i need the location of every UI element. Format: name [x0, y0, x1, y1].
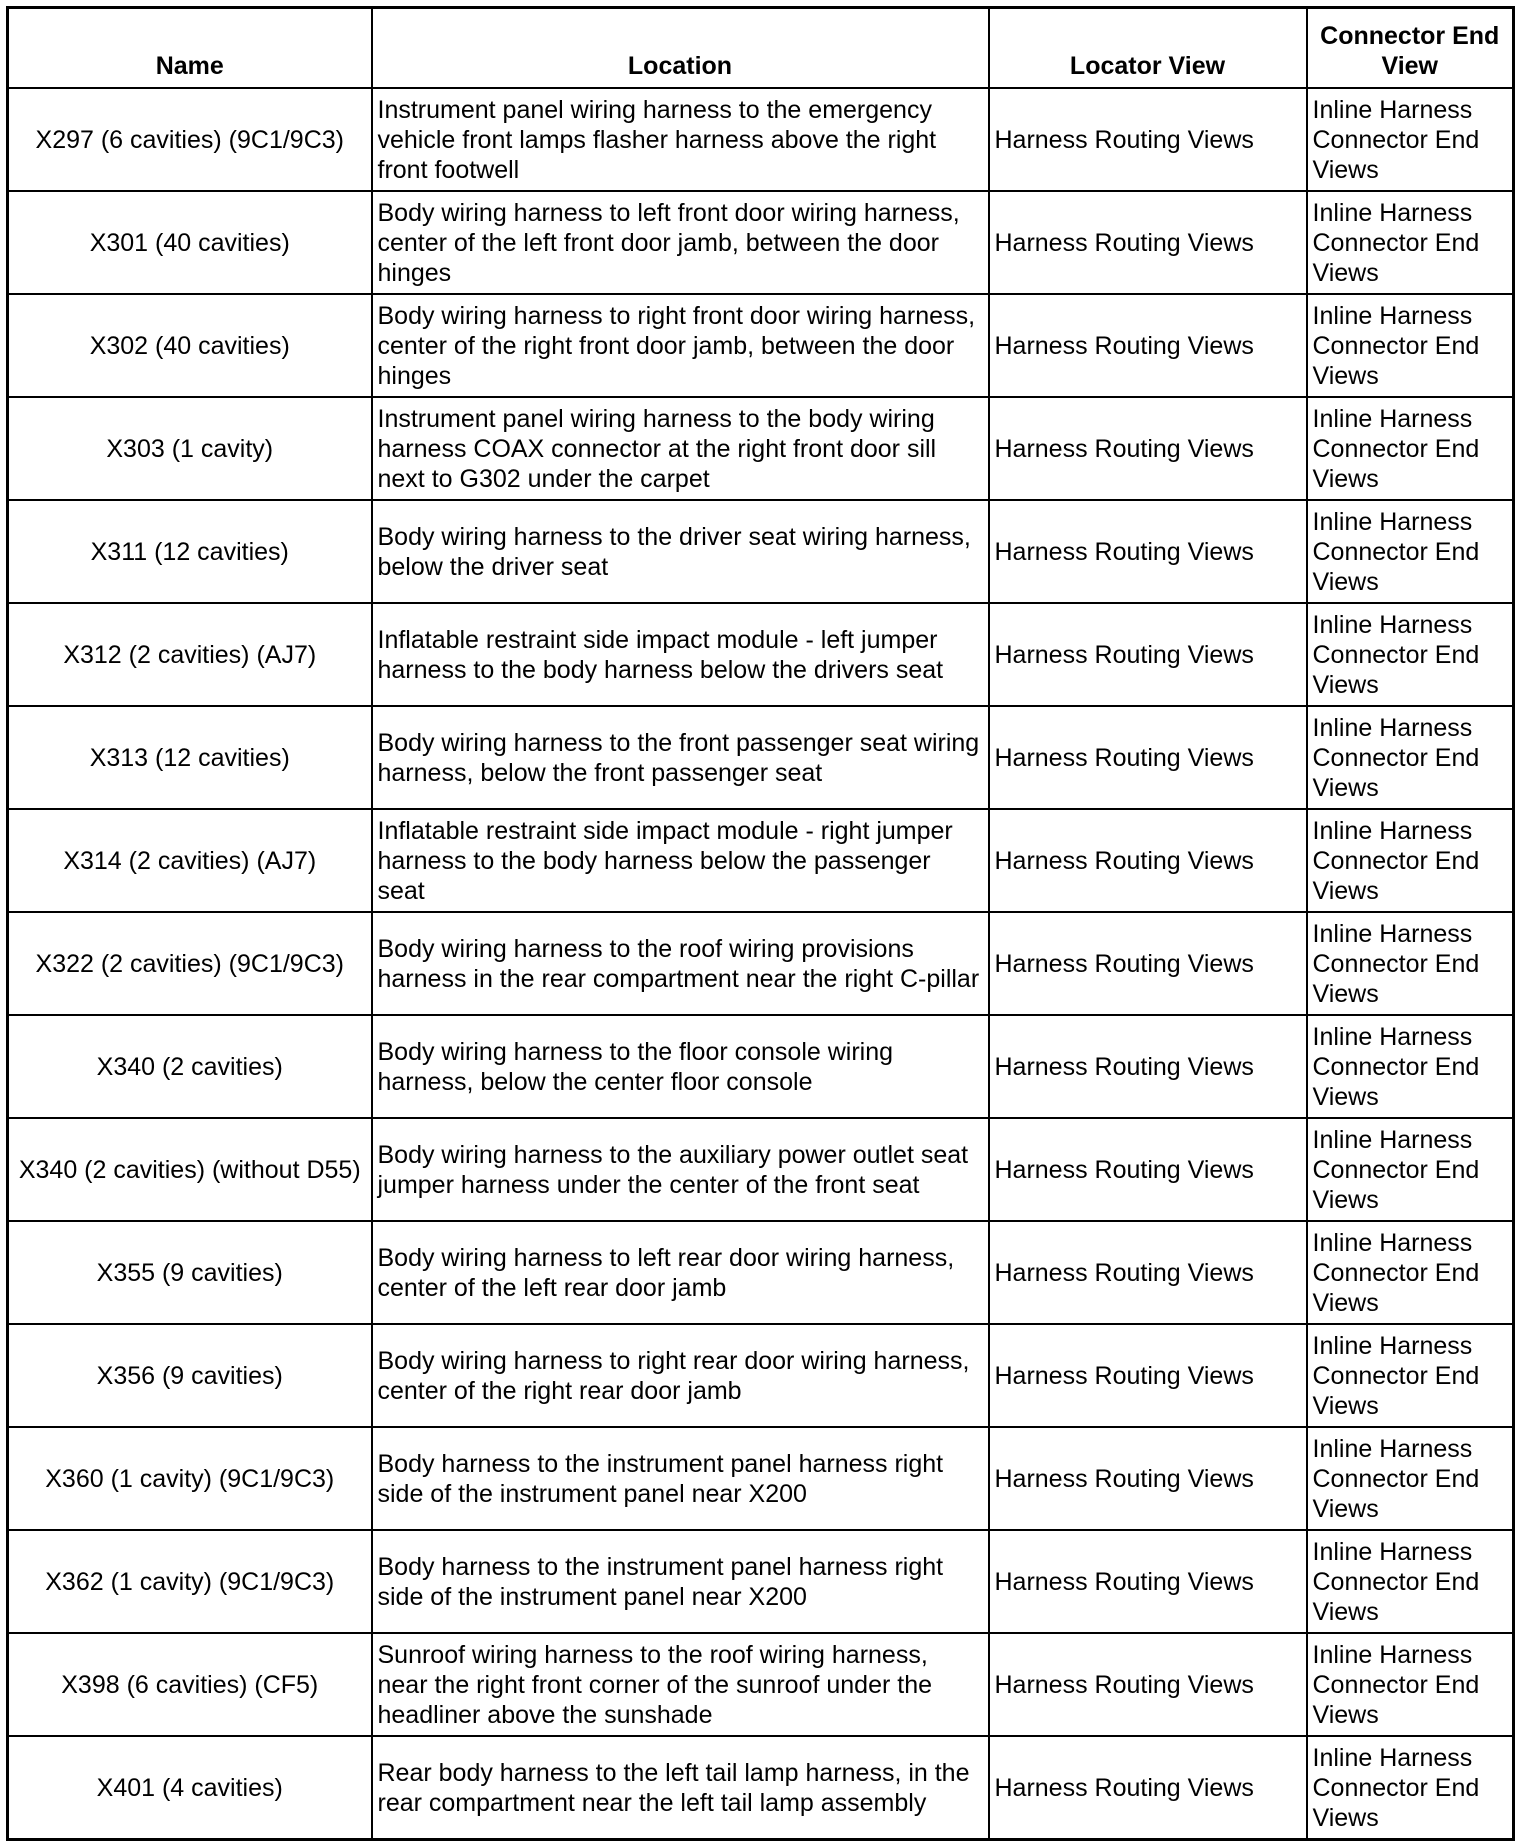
table-row	[8, 397, 1514, 500]
connector-name-cell: X297 (6 cavities) (9C1/9C3)	[8, 88, 372, 191]
connector-end-view-cell: Inline Harness Connector End Views	[1307, 603, 1514, 706]
connector-name-cell: X360 (1 cavity) (9C1/9C3)	[8, 1427, 372, 1530]
locator-view-cell: Harness Routing Views	[989, 1530, 1307, 1633]
connector-name-cell: X355 (9 cavities)	[8, 1221, 372, 1324]
table-row	[8, 1427, 1514, 1530]
connector-location-cell: Body harness to the instrument panel harness right side of the instrument panel near X200	[372, 1530, 989, 1633]
connector-name-cell: X356 (9 cavities)	[8, 1324, 372, 1427]
table-row	[8, 500, 1514, 603]
connector-end-view-cell: Inline Harness Connector End Views	[1307, 397, 1514, 500]
connector-name-cell: X303 (1 cavity)	[8, 397, 372, 500]
connector-name-cell: X313 (12 cavities)	[8, 706, 372, 809]
connector-end-view-cell: Inline Harness Connector End Views	[1307, 706, 1514, 809]
connector-end-view-cell: Inline Harness Connector End Views	[1307, 1221, 1514, 1324]
connector-location-cell: Instrument panel wiring harness to the body wiring harness COAX connector at the right front door sill next to G302 under the carpet	[372, 397, 989, 500]
connector-location-cell: Body wiring harness to the front passenger seat wiring harness, below the front passenger seat	[372, 706, 989, 809]
connector-table	[6, 6, 1515, 1841]
connector-end-view-cell: Inline Harness Connector End Views	[1307, 1530, 1514, 1633]
connector-table-sheet	[6, 6, 1512, 1841]
connector-location-cell: Instrument panel wiring harness to the emergency vehicle front lamps flasher harness above the right front footwell	[372, 88, 989, 191]
connector-location-cell: Body wiring harness to the auxiliary power outlet seat jumper harness under the center of the front seat	[372, 1118, 989, 1221]
locator-view-cell: Harness Routing Views	[989, 1736, 1307, 1840]
table-row	[8, 88, 1514, 191]
connector-name-cell: X362 (1 cavity) (9C1/9C3)	[8, 1530, 372, 1633]
connector-location-cell: Body wiring harness to right rear door wiring harness, center of the right rear door jamb	[372, 1324, 989, 1427]
table-row	[8, 809, 1514, 912]
locator-view-cell: Harness Routing Views	[989, 1427, 1307, 1530]
header-name: Name	[8, 8, 372, 89]
connector-location-cell: Inflatable restraint side impact module - left jumper harness to the body harness below the drivers seat	[372, 603, 989, 706]
connector-location-cell: Sunroof wiring harness to the roof wiring harness, near the right front corner of the sunroof under the headliner above the sunshade	[372, 1633, 989, 1736]
connector-location-cell: Rear body harness to the left tail lamp harness, in the rear compartment near the left tail lamp assembly	[372, 1736, 989, 1840]
connector-name-cell: X301 (40 cavities)	[8, 191, 372, 294]
table-row	[8, 294, 1514, 397]
locator-view-cell: Harness Routing Views	[989, 1118, 1307, 1221]
locator-view-cell: Harness Routing Views	[989, 809, 1307, 912]
locator-view-cell: Harness Routing Views	[989, 912, 1307, 1015]
connector-location-cell: Body wiring harness to right front door wiring harness, center of the right front door jamb, between the door hinges	[372, 294, 989, 397]
locator-view-cell: Harness Routing Views	[989, 397, 1307, 500]
connector-location-cell: Body wiring harness to left rear door wiring harness, center of the left rear door jamb	[372, 1221, 989, 1324]
connector-location-cell: Body wiring harness to the floor console wiring harness, below the center floor console	[372, 1015, 989, 1118]
connector-end-view-cell: Inline Harness Connector End Views	[1307, 912, 1514, 1015]
connector-name-cell: X311 (12 cavities)	[8, 500, 372, 603]
connector-location-cell: Body wiring harness to left front door wiring harness, center of the left front door jamb, between the door hinges	[372, 191, 989, 294]
table-row	[8, 191, 1514, 294]
table-row	[8, 1633, 1514, 1736]
header-connector-end-view: Connector End View	[1307, 8, 1514, 89]
locator-view-cell: Harness Routing Views	[989, 88, 1307, 191]
connector-name-cell: X340 (2 cavities)	[8, 1015, 372, 1118]
connector-location-cell: Body wiring harness to the roof wiring provisions harness in the rear compartment near the right C-pillar	[372, 912, 989, 1015]
connector-location-cell: Body wiring harness to the driver seat wiring harness, below the driver seat	[372, 500, 989, 603]
connector-end-view-cell: Inline Harness Connector End Views	[1307, 500, 1514, 603]
table-row	[8, 1530, 1514, 1633]
table-row	[8, 1324, 1514, 1427]
connector-end-view-cell: Inline Harness Connector End Views	[1307, 1633, 1514, 1736]
connector-end-view-cell: Inline Harness Connector End Views	[1307, 1015, 1514, 1118]
table-row	[8, 706, 1514, 809]
connector-name-cell: X314 (2 cavities) (AJ7)	[8, 809, 372, 912]
header-row	[8, 8, 1514, 89]
locator-view-cell: Harness Routing Views	[989, 294, 1307, 397]
locator-view-cell: Harness Routing Views	[989, 500, 1307, 603]
locator-view-cell: Harness Routing Views	[989, 191, 1307, 294]
locator-view-cell: Harness Routing Views	[989, 706, 1307, 809]
connector-end-view-cell: Inline Harness Connector End Views	[1307, 1324, 1514, 1427]
locator-view-cell: Harness Routing Views	[989, 603, 1307, 706]
connector-location-cell: Inflatable restraint side impact module - right jumper harness to the body harness below the passenger seat	[372, 809, 989, 912]
connector-name-cell: X312 (2 cavities) (AJ7)	[8, 603, 372, 706]
connector-location-cell: Body harness to the instrument panel harness right side of the instrument panel near X200	[372, 1427, 989, 1530]
locator-view-cell: Harness Routing Views	[989, 1324, 1307, 1427]
locator-view-cell: Harness Routing Views	[989, 1221, 1307, 1324]
connector-name-cell: X401 (4 cavities)	[8, 1736, 372, 1840]
header-locator-view: Locator View	[989, 8, 1307, 89]
connector-end-view-cell: Inline Harness Connector End Views	[1307, 1427, 1514, 1530]
table-row	[8, 603, 1514, 706]
connector-name-cell: X340 (2 cavities) (without D55)	[8, 1118, 372, 1221]
connector-name-cell: X302 (40 cavities)	[8, 294, 372, 397]
table-row	[8, 1736, 1514, 1840]
locator-view-cell: Harness Routing Views	[989, 1015, 1307, 1118]
connector-end-view-cell: Inline Harness Connector End Views	[1307, 191, 1514, 294]
connector-name-cell: X398 (6 cavities) (CF5)	[8, 1633, 372, 1736]
locator-view-cell: Harness Routing Views	[989, 1633, 1307, 1736]
connector-end-view-cell: Inline Harness Connector End Views	[1307, 1736, 1514, 1840]
connector-end-view-cell: Inline Harness Connector End Views	[1307, 88, 1514, 191]
connector-end-view-cell: Inline Harness Connector End Views	[1307, 1118, 1514, 1221]
table-row	[8, 912, 1514, 1015]
header-location: Location	[372, 8, 989, 89]
table-row	[8, 1015, 1514, 1118]
table-row	[8, 1118, 1514, 1221]
connector-name-cell: X322 (2 cavities) (9C1/9C3)	[8, 912, 372, 1015]
table-row	[8, 1221, 1514, 1324]
connector-end-view-cell: Inline Harness Connector End Views	[1307, 809, 1514, 912]
connector-end-view-cell: Inline Harness Connector End Views	[1307, 294, 1514, 397]
